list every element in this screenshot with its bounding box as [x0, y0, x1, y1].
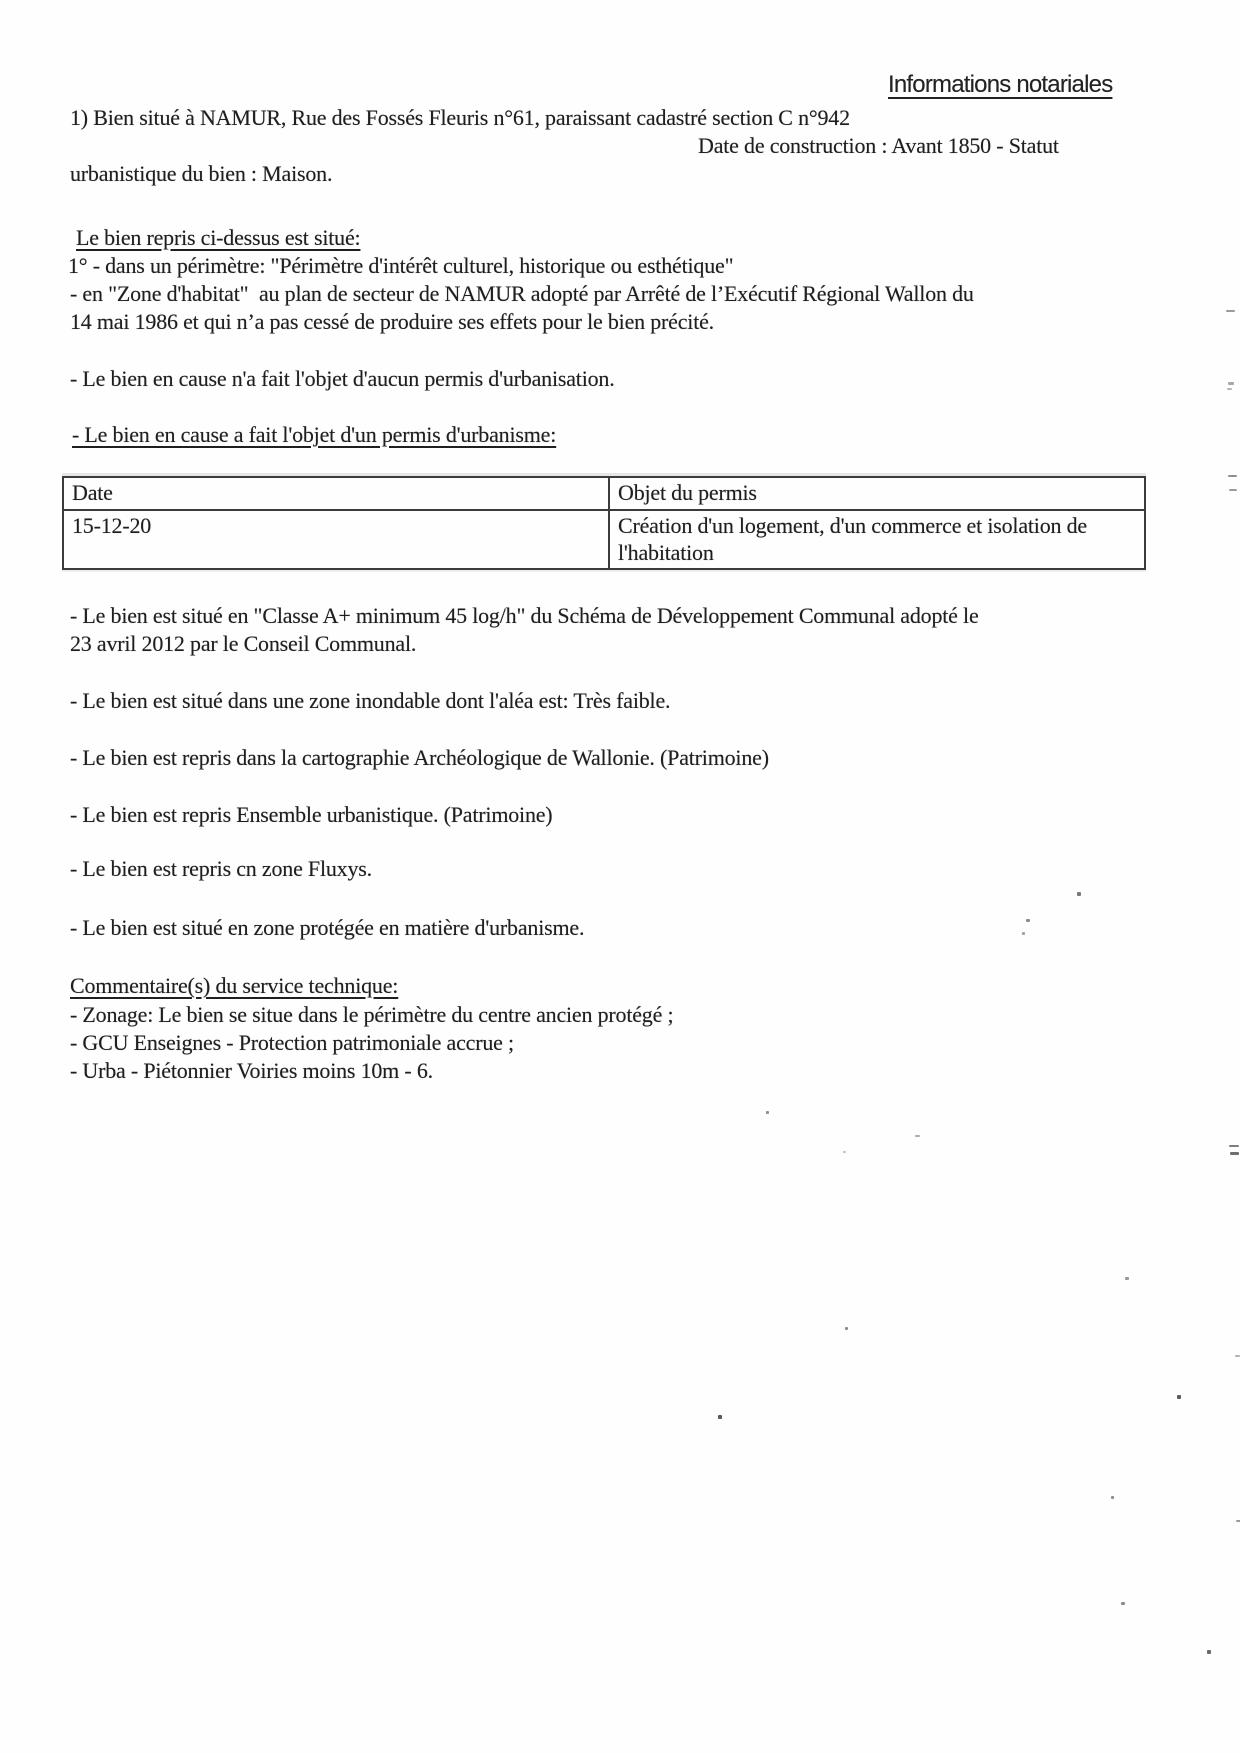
scan-artifact [1229, 489, 1237, 491]
scan-artifact [1026, 919, 1030, 922]
permit-table-header-row [64, 478, 1144, 511]
statement-zone-fluxys: - Le bien est repris cn zone Fluxys. [70, 856, 372, 881]
statement-zone-protegee: - Le bien est situé en zone protégée en matière d'urbanisme. [70, 915, 585, 940]
commentaire-zonage: - Zonage: Le bien se situe dans le périmètre du centre ancien protégé ; [70, 1002, 674, 1027]
scan-artifact [1230, 1152, 1239, 1155]
situation-heading: Le bien repris ci-dessus est situé: [76, 225, 361, 250]
permit-table-row [64, 511, 1144, 568]
situation-item-perimetre: 1° - dans un périmètre: "Périmètre d'intérêt culturel, historique ou esthétique" [68, 253, 734, 278]
commentaire-urba: - Urba - Piétonnier Voiries moins 10m - 6. [70, 1058, 433, 1083]
scan-artifact [1226, 310, 1235, 312]
scan-artifact [1236, 1520, 1240, 1522]
scan-artifact [915, 1135, 920, 1137]
permit-table-header-objet: Objet du permis [618, 480, 757, 505]
commentaires-heading: Commentaire(s) du service technique: [70, 973, 399, 998]
scan-artifact [1228, 475, 1237, 477]
scan-artifact [1077, 892, 1081, 896]
permit-table [62, 476, 1146, 570]
construction-date-line: Date de construction : Avant 1850 - Statut [698, 133, 1059, 158]
permit-date-cell: 15-12-20 [64, 511, 610, 568]
scan-artifact [1207, 1650, 1211, 1654]
permit-object-cell: Création d'un logement, d'un commerce et isolation de l'habitation [618, 513, 1087, 565]
situation-item-zone-habitat: - en "Zone d'habitat" au plan de secteur de NAMUR adopté par Arrêté de l’Exécutif Régional Wallon du [70, 281, 974, 306]
scan-artifact [1125, 1277, 1129, 1280]
property-description-line: 1) Bien situé à NAMUR, Rue des Fossés Fleuris n°61, paraissant cadastré section C n°942 [70, 105, 850, 130]
scan-artifact [1229, 1145, 1239, 1147]
statement-zone-inondable: - Le bien est situé dans une zone inondable dont l'aléa est: Très faible. [70, 688, 671, 713]
scan-artifact [1022, 932, 1025, 935]
scan-artifact [1227, 388, 1232, 390]
statement-ensemble-urbanistique: - Le bien est repris Ensemble urbanistique. (Patrimoine) [70, 802, 553, 827]
permit-heading: - Le bien en cause a fait l'objet d'un permis d'urbanisme: [72, 422, 557, 447]
statement-classe-line1: - Le bien est situé en "Classe A+ minimum 45 log/h" du Schéma de Développement Communal adopté le [70, 603, 979, 628]
commentaire-gcu: - GCU Enseignes - Protection patrimoniale accrue ; [70, 1030, 514, 1055]
scan-artifact [718, 1415, 722, 1419]
statement-classe-line2: 23 avril 2012 par le Conseil Communal. [70, 631, 417, 656]
urbanistic-status-line: urbanistique du bien : Maison. [70, 161, 333, 186]
scan-artifact [766, 1111, 769, 1114]
scan-artifact [1177, 1395, 1181, 1399]
statement-archeologie: - Le bien est repris dans la cartographie Archéologique de Wallonie. (Patrimoine) [70, 745, 769, 770]
permit-table-header-date: Date [64, 478, 610, 509]
document-title: Informations notariales [888, 71, 1113, 98]
scan-artifact [1235, 1355, 1240, 1357]
situation-item-zone-habitat-cont: 14 mai 1986 et qui n’a pas cessé de produire ses effets pour le bien précité. [70, 309, 714, 334]
scan-artifact [845, 1327, 848, 1330]
scan-artifact [1228, 382, 1234, 385]
scan-artifact [1121, 1602, 1125, 1605]
scan-artifact [843, 1151, 846, 1153]
no-permit-line: - Le bien en cause n'a fait l'objet d'aucun permis d'urbanisation. [70, 366, 615, 391]
scan-artifact [1111, 1496, 1114, 1499]
